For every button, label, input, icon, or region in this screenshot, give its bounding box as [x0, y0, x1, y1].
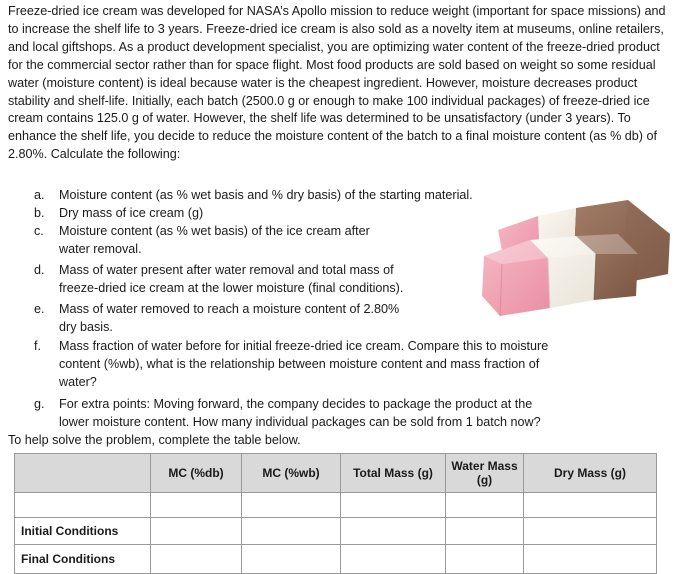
table-header-cell: Total Mass (g) — [341, 454, 446, 493]
row-label — [15, 493, 151, 518]
question-label: f. — [34, 339, 41, 353]
table-row — [15, 493, 657, 518]
table-cell[interactable] — [524, 493, 657, 518]
table-cell[interactable] — [446, 493, 524, 518]
table-header-cell: MC (%db) — [151, 454, 242, 493]
table-instruction: To help solve the problem, complete the table below. — [8, 433, 301, 447]
table-header-cell: Water Mass (g) — [446, 454, 524, 493]
problem-intro: Freeze-dried ice cream was developed for NASA’s Apollo mission to reduce weight (important for space missions) and to increase the shelf life to 3 years. Freeze-dried ice cream is also sold as a novelty item at museums, online retailers, and local giftshops. As a product development specialist, you are optimizing water content of the freeze-dried product for the commercial sector rather than for space flight. Most food products are sold based on weight so some residual water (moisture content) is ideal because water is the cheapest ingredient. However, moisture decreases product stability and shelf-life. Initially, each batch (2500.0 g or enough to make 100 individual packages) of freeze-dried ice cream contains 125.0 g of water. However, the shelf life was determined to be unsatisfactory (under 3 years). To enhance the shelf life, you decide to reduce the moisture content of the batch to a final moisture content (as % db) of 2.80%. Calculate the following: — [8, 4, 666, 162]
table-cell[interactable] — [242, 545, 341, 574]
table-cell[interactable] — [446, 545, 524, 574]
data-table — [14, 453, 657, 574]
table-cell[interactable] — [341, 493, 446, 518]
table-cell[interactable] — [242, 493, 341, 518]
question-text: freeze-dried ice cream at the lower moisture (final conditions). — [59, 281, 404, 295]
question-text: water? — [59, 375, 97, 389]
table-header-row — [15, 454, 657, 493]
table-cell[interactable] — [341, 545, 446, 574]
question-text: Moisture content (as % wet basis) of the ice cream after — [59, 224, 370, 238]
table-cell[interactable] — [151, 518, 242, 545]
question-label: g. — [34, 397, 45, 411]
question-text: For extra points: Moving forward, the company decides to package the product at the — [59, 397, 533, 411]
question-text: dry basis. — [59, 320, 113, 334]
question-text: water removal. — [59, 242, 142, 256]
table-cell[interactable] — [524, 518, 657, 545]
question-text: Mass of water removed to reach a moisture content of 2.80% — [59, 302, 400, 316]
table-header-cell: Dry Mass (g) — [524, 454, 657, 493]
question-label: c. — [34, 224, 44, 238]
table-cell[interactable] — [242, 518, 341, 545]
question-label: e. — [34, 302, 45, 316]
table-cell[interactable] — [151, 493, 242, 518]
ice-cream-image — [478, 200, 672, 318]
question-label: b. — [34, 206, 45, 220]
question-text: Dry mass of ice cream (g) — [59, 206, 204, 220]
table-cell[interactable] — [341, 518, 446, 545]
question-text: Mass of water present after water removal and total mass of — [59, 263, 394, 277]
table-cell[interactable] — [151, 545, 242, 574]
table-header-cell: MC (%wb) — [242, 454, 341, 493]
question-text: Mass fraction of water before for initial freeze-dried ice cream. Compare this to moisture — [59, 339, 549, 353]
table-row — [15, 518, 657, 545]
question-label: d. — [34, 263, 45, 277]
row-label: Final Conditions — [15, 545, 151, 574]
table-cell[interactable] — [524, 545, 657, 574]
row-label: Initial Conditions — [15, 518, 151, 545]
question-label: a. — [34, 188, 45, 202]
table-header-cell — [15, 454, 151, 493]
question-text: Moisture content (as % wet basis and % dry basis) of the starting material. — [59, 188, 473, 202]
table-row — [15, 545, 657, 574]
question-text: lower moisture content. How many individual packages can be sold from 1 batch now? — [59, 415, 541, 429]
question-text: content (%wb), what is the relationship between moisture content and mass fraction of — [59, 357, 540, 371]
table-cell[interactable] — [446, 518, 524, 545]
